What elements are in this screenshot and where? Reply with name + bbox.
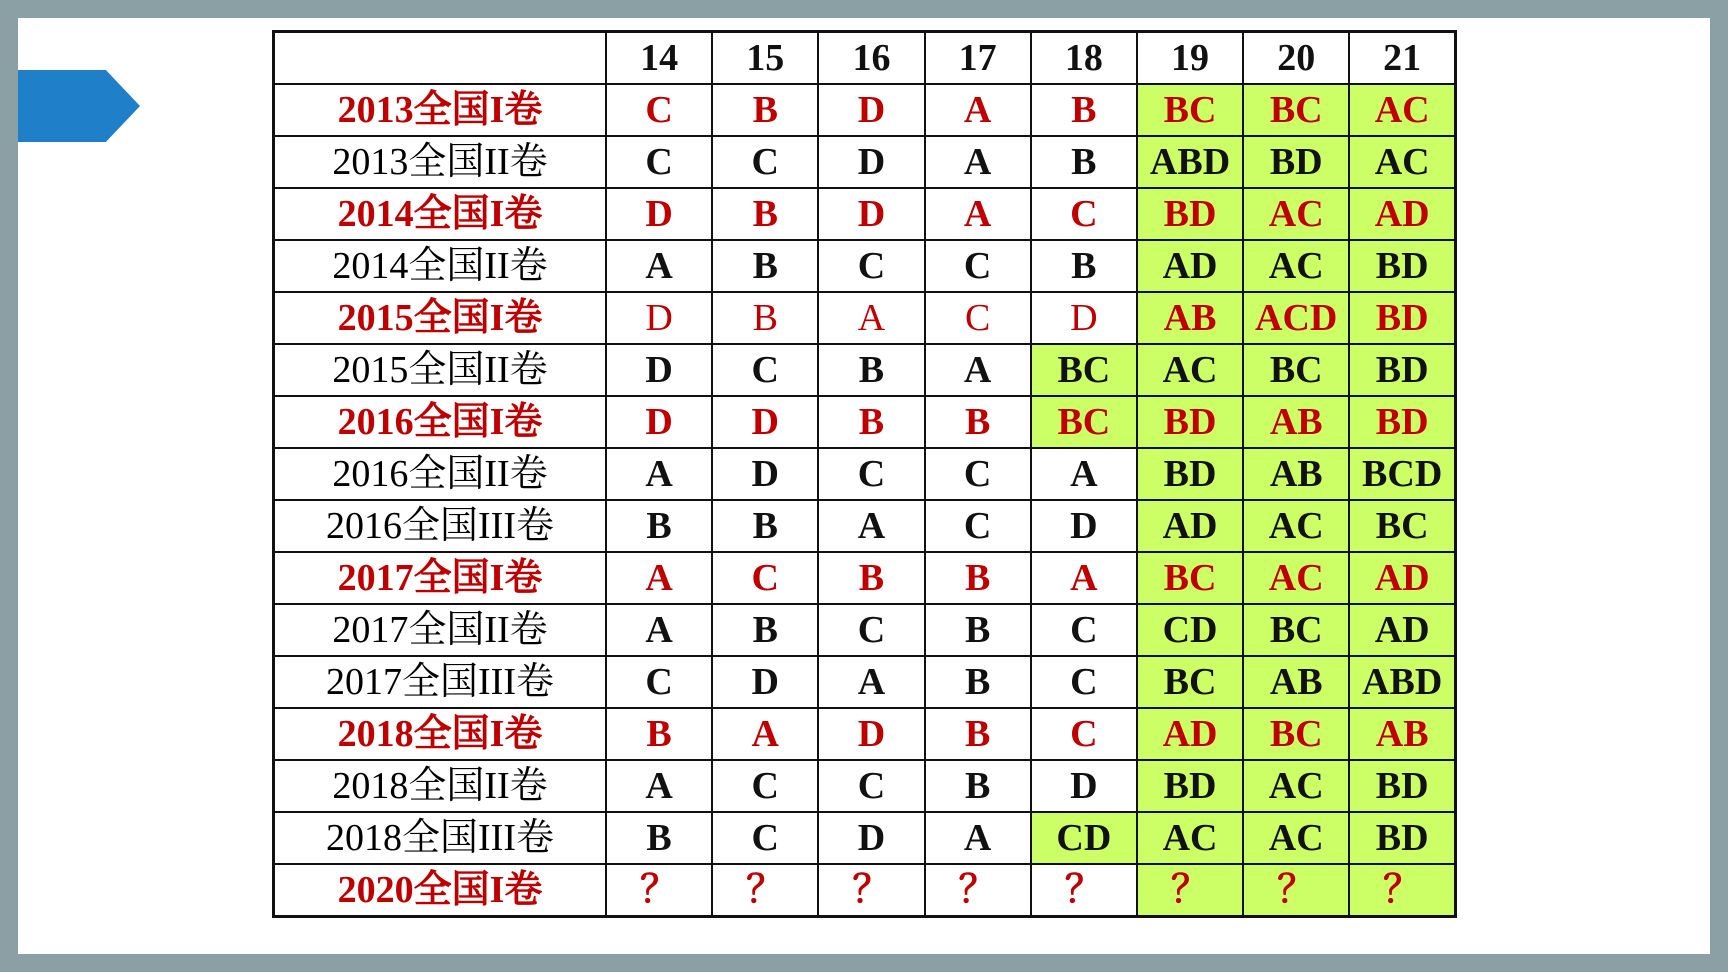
column-header: 21: [1349, 32, 1455, 85]
table-row: [274, 552, 1456, 604]
answer-cell: AC: [1349, 84, 1455, 136]
answer-cell: A: [606, 552, 712, 604]
row-label: 2015全国II卷: [274, 344, 607, 396]
answer-cell: D: [606, 396, 712, 448]
table-row: [274, 656, 1456, 708]
answer-cell: B: [712, 500, 818, 552]
answer-cell: AC: [1243, 240, 1349, 292]
table-row: [274, 188, 1456, 240]
table-row: [274, 448, 1456, 500]
answer-cell: B: [712, 240, 818, 292]
table-row: [274, 292, 1456, 344]
answer-cell: AC: [1243, 188, 1349, 240]
answer-cell: B: [1031, 136, 1137, 188]
table-row: [274, 240, 1456, 292]
answer-cell: B: [925, 396, 1031, 448]
answer-cell: B: [925, 656, 1031, 708]
answer-cell: AC: [1137, 344, 1243, 396]
column-header: 15: [712, 32, 818, 85]
row-label: 2016全国I卷: [274, 396, 607, 448]
answer-cell: A: [925, 812, 1031, 864]
row-label: 2013全国II卷: [274, 136, 607, 188]
answer-cell: D: [712, 396, 818, 448]
answer-cell: AB: [1137, 292, 1243, 344]
table-row: [274, 812, 1456, 864]
answer-cell: B: [712, 188, 818, 240]
answer-cell: C: [1031, 604, 1137, 656]
answer-cell: B: [818, 344, 924, 396]
answer-cell: D: [606, 188, 712, 240]
answer-cell: CD: [1031, 812, 1137, 864]
arrow-right-icon: [18, 70, 140, 142]
answer-cell: C: [712, 344, 818, 396]
answer-cell: A: [925, 344, 1031, 396]
table-row: [274, 396, 1456, 448]
answer-cell: AB: [1243, 448, 1349, 500]
answer-cell: BD: [1349, 240, 1455, 292]
answer-cell: A: [818, 500, 924, 552]
row-label: 2018全国II卷: [274, 760, 607, 812]
table-row: [274, 708, 1456, 760]
answer-cell: C: [712, 760, 818, 812]
answer-cell: D: [712, 448, 818, 500]
answer-cell: ？: [818, 864, 924, 917]
answer-cell: AB: [1349, 708, 1455, 760]
table-body: [274, 84, 1456, 917]
answer-cell: BD: [1349, 812, 1455, 864]
answer-cell: C: [818, 604, 924, 656]
answer-cell: BD: [1349, 760, 1455, 812]
answer-cell: B: [925, 552, 1031, 604]
answer-cell: AD: [1137, 500, 1243, 552]
answer-cell: AC: [1137, 812, 1243, 864]
answer-cell: D: [818, 188, 924, 240]
table-row: [274, 136, 1456, 188]
answer-cell: BC: [1137, 656, 1243, 708]
answer-cell: D: [712, 656, 818, 708]
answer-cell: BC: [1349, 500, 1455, 552]
answer-cell: AC: [1243, 812, 1349, 864]
row-label: 2017全国II卷: [274, 604, 607, 656]
answer-cell: D: [606, 344, 712, 396]
answer-cell: A: [712, 708, 818, 760]
answer-cell: BC: [1243, 604, 1349, 656]
answer-cell: AC: [1243, 552, 1349, 604]
column-header: 14: [606, 32, 712, 85]
answer-cell: ABD: [1349, 656, 1455, 708]
answer-cell: BC: [1137, 84, 1243, 136]
answer-cell: B: [1031, 240, 1137, 292]
answer-cell: B: [712, 604, 818, 656]
answer-cell: C: [1031, 188, 1137, 240]
answer-cell: A: [925, 136, 1031, 188]
answer-cell: ？: [1243, 864, 1349, 917]
answer-cell: B: [606, 708, 712, 760]
answer-cell: C: [1031, 708, 1137, 760]
answer-cell: C: [925, 292, 1031, 344]
answer-cell: AB: [1243, 656, 1349, 708]
answer-cell: AD: [1349, 552, 1455, 604]
answer-cell: D: [606, 292, 712, 344]
corner-cell: [274, 32, 607, 85]
answer-cell: BD: [1137, 188, 1243, 240]
answer-cell: B: [818, 396, 924, 448]
answer-cell: ？: [1031, 864, 1137, 917]
answer-cell: BCD: [1349, 448, 1455, 500]
answer-cell: C: [712, 812, 818, 864]
row-label: 2014全国II卷: [274, 240, 607, 292]
row-label: 2013全国I卷: [274, 84, 607, 136]
column-header: 17: [925, 32, 1031, 85]
table-row: [274, 84, 1456, 136]
answer-cell: D: [818, 708, 924, 760]
row-label: 2017全国I卷: [274, 552, 607, 604]
slide: [18, 18, 1710, 954]
answer-cell: AC: [1243, 760, 1349, 812]
answer-cell: BC: [1031, 396, 1137, 448]
answer-cell: B: [712, 292, 818, 344]
table-row: [274, 604, 1456, 656]
answer-cell: BC: [1243, 84, 1349, 136]
answer-cell: BC: [1137, 552, 1243, 604]
answer-cell: AC: [1243, 500, 1349, 552]
answer-cell: BD: [1137, 396, 1243, 448]
answer-cell: B: [712, 84, 818, 136]
column-header: 20: [1243, 32, 1349, 85]
answer-cell: BD: [1349, 292, 1455, 344]
answer-cell: D: [818, 812, 924, 864]
answer-cell: C: [925, 500, 1031, 552]
answer-cell: A: [1031, 552, 1137, 604]
answer-cell: B: [925, 708, 1031, 760]
answer-cell: ？: [1137, 864, 1243, 917]
table-row: [274, 760, 1456, 812]
answer-cell: A: [925, 84, 1031, 136]
answer-cell: BC: [1031, 344, 1137, 396]
answer-cell: ？: [712, 864, 818, 917]
answer-cell: A: [1031, 448, 1137, 500]
answer-cell: BD: [1243, 136, 1349, 188]
answer-cell: D: [818, 84, 924, 136]
answer-cell: B: [818, 552, 924, 604]
row-label: 2016全国III卷: [274, 500, 607, 552]
row-label: 2018全国I卷: [274, 708, 607, 760]
answer-cell: ABD: [1137, 136, 1243, 188]
answer-cell: AD: [1349, 188, 1455, 240]
answer-cell: D: [1031, 292, 1137, 344]
answer-cell: A: [606, 760, 712, 812]
answer-cell: AD: [1137, 240, 1243, 292]
row-label: 2018全国III卷: [274, 812, 607, 864]
table-row: [274, 344, 1456, 396]
answer-cell: A: [925, 188, 1031, 240]
answer-cell: D: [1031, 760, 1137, 812]
answer-cell: AB: [1243, 396, 1349, 448]
answer-cell: B: [1031, 84, 1137, 136]
answer-cell: BD: [1137, 760, 1243, 812]
answer-cell: C: [925, 448, 1031, 500]
answer-cell: D: [1031, 500, 1137, 552]
table-row: [274, 500, 1456, 552]
answer-cell: C: [818, 760, 924, 812]
answer-cell: BD: [1137, 448, 1243, 500]
column-header: 19: [1137, 32, 1243, 85]
answer-cell: ACD: [1243, 292, 1349, 344]
answer-cell: A: [818, 656, 924, 708]
answer-cell: AD: [1349, 604, 1455, 656]
answer-cell: C: [606, 656, 712, 708]
answer-cell: ？: [606, 864, 712, 917]
row-label: 2014全国I卷: [274, 188, 607, 240]
answer-cell: C: [606, 84, 712, 136]
column-header: 18: [1031, 32, 1137, 85]
answer-cell: C: [712, 552, 818, 604]
answer-cell: AC: [1349, 136, 1455, 188]
answer-cell: BC: [1243, 344, 1349, 396]
answer-table: [272, 30, 1457, 918]
header-row: [274, 32, 1456, 85]
answer-cell: C: [712, 136, 818, 188]
answer-cell: A: [818, 292, 924, 344]
column-header: 16: [818, 32, 924, 85]
answer-cell: AD: [1137, 708, 1243, 760]
answer-cell: C: [1031, 656, 1137, 708]
answer-cell: BC: [1243, 708, 1349, 760]
row-label: 2020全国I卷: [274, 864, 607, 917]
answer-cell: BD: [1349, 396, 1455, 448]
row-label: 2017全国III卷: [274, 656, 607, 708]
answer-cell: C: [606, 136, 712, 188]
answer-cell: BD: [1349, 344, 1455, 396]
answer-cell: C: [818, 240, 924, 292]
answer-cell: B: [925, 604, 1031, 656]
answer-cell: B: [606, 500, 712, 552]
row-label: 2015全国I卷: [274, 292, 607, 344]
answer-cell: A: [606, 604, 712, 656]
answer-cell: B: [925, 760, 1031, 812]
answer-cell: C: [818, 448, 924, 500]
answer-cell: CD: [1137, 604, 1243, 656]
row-label: 2016全国II卷: [274, 448, 607, 500]
answer-cell: ？: [925, 864, 1031, 917]
answer-cell: A: [606, 240, 712, 292]
answer-cell: C: [925, 240, 1031, 292]
answer-cell: D: [818, 136, 924, 188]
answer-cell: B: [606, 812, 712, 864]
answer-cell: A: [606, 448, 712, 500]
table-row: [274, 864, 1456, 917]
answer-cell: ？: [1349, 864, 1455, 917]
